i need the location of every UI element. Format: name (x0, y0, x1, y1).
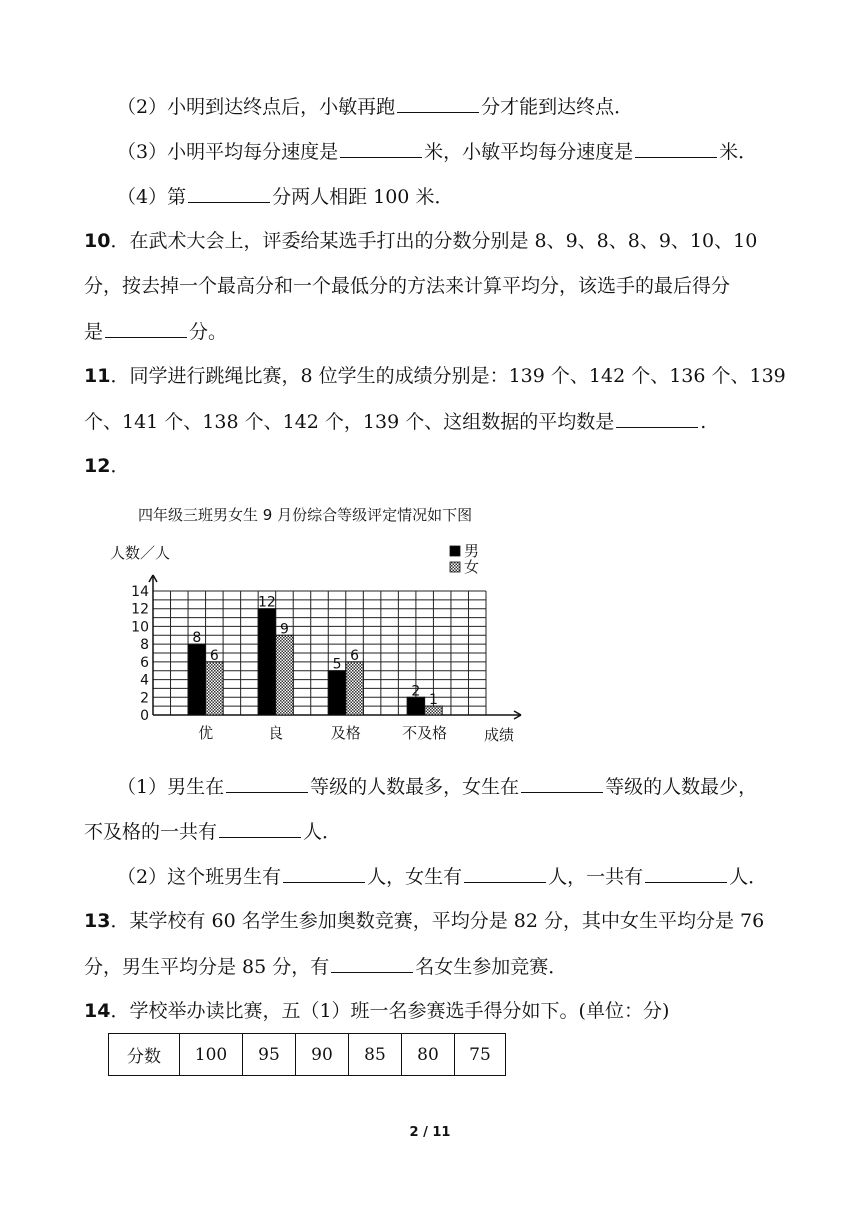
q11-line2 (84, 409, 706, 434)
q9-part4 (117, 184, 453, 209)
table-cell: 分数 (109, 1034, 180, 1076)
q10-line2 (84, 274, 730, 298)
q11-text-2-end: . (700, 411, 707, 433)
score-table (108, 1033, 506, 1076)
q13-text-2: 分，男生平均分是 85 分，有 (84, 956, 330, 978)
table-cell: 80 (402, 1034, 455, 1076)
y-axis-label: 人数／人 (110, 544, 171, 562)
bar-男 (407, 697, 425, 715)
bar-value-label: 5 (332, 656, 342, 673)
q9-part2 (117, 94, 633, 119)
q11-text: ．同学进行跳绳比赛，8 位学生的成绩分别是：139 个、142 个、136 个、139 (110, 365, 786, 387)
answer-blank[interactable] (616, 409, 698, 428)
answer-blank[interactable] (521, 774, 603, 793)
bar-男 (258, 609, 276, 715)
x-axis-label: 成绩 (484, 726, 515, 744)
answer-blank[interactable] (226, 774, 308, 793)
q13-line1 (84, 909, 764, 933)
q9-part3-text-end: 米． (719, 141, 758, 163)
table-cell: 85 (349, 1034, 402, 1076)
q12-part2-text-end: 人． (729, 866, 768, 888)
q12-part2-text: （2）这个班男生有 (117, 866, 282, 888)
y-tick-label: 8 (140, 637, 149, 654)
question-number: 13 (84, 910, 111, 932)
answer-blank[interactable] (397, 94, 479, 113)
bar-女 (276, 635, 294, 715)
answer-blank[interactable] (188, 184, 270, 203)
q9-part4-text-end: 分两人相距 100 米． (272, 186, 454, 208)
answer-blank[interactable] (635, 139, 717, 158)
answer-blank[interactable] (645, 864, 727, 883)
q12-part1-text-2: 不及格的一共有 (84, 821, 218, 843)
q10-text-3-end: 分。 (189, 321, 228, 343)
q14-text: ．学校举办读比赛，五（1）班一名参赛选手得分如下。(单位：分) (110, 1000, 670, 1022)
q12-part1-text-end: 等级的人数最少， (605, 776, 758, 798)
page-number: 2 / 11 (409, 1125, 451, 1140)
q10-line3 (84, 319, 227, 344)
chart-legend (450, 542, 479, 576)
answer-blank[interactable] (283, 864, 365, 883)
q9-part2-text-end: 分才能到达终点． (481, 96, 634, 118)
table-row (109, 1034, 506, 1076)
q10-text: ．在武术大会上，评委给某选手打出的分数分别是 8、9、8、8、9、10、10 (110, 230, 758, 252)
x-category-label: 及格 (330, 724, 361, 742)
chart-title: 四年级三班男女生 9 月份综合等级评定情况如下图 (138, 506, 473, 524)
question-number: 11 (84, 365, 111, 387)
q13-text-2-end: 名女生参加竞赛． (415, 956, 568, 978)
q12-part1-text: （1）男生在 (117, 776, 225, 798)
q11-line1 (84, 364, 786, 388)
bar-value-label: 2 (411, 683, 421, 700)
bar-value-label: 8 (192, 630, 202, 647)
bar-chart (100, 538, 540, 748)
x-category-label: 优 (198, 724, 214, 742)
bar-女 (206, 662, 224, 715)
q12-part2 (117, 864, 767, 889)
legend-label: 女 (464, 558, 480, 576)
bar-男 (328, 671, 346, 715)
answer-blank[interactable] (464, 864, 546, 883)
y-tick-label: 12 (131, 601, 149, 618)
q12-part1-text-mid: 等级的人数最多，女生在 (310, 776, 520, 798)
q13-text: ．某学校有 60 名学生参加奥数竞赛，平均分是 82 分，其中女生平均分是 76 (110, 910, 765, 932)
q9-part3 (117, 139, 757, 164)
table-cell: 75 (455, 1034, 506, 1076)
bar-value-label: 12 (258, 594, 276, 611)
y-tick-label: 10 (131, 619, 149, 636)
y-tick-label: 6 (140, 654, 149, 671)
q10-text-2: 分，按去掉一个最高分和一个最低分的方法来计算平均分，该选手的最后得分 (84, 275, 731, 297)
q10-line1 (84, 229, 757, 253)
y-tick-label: 4 (140, 672, 149, 689)
x-category-label: 良 (268, 724, 284, 742)
y-tick-label: 0 (140, 708, 149, 724)
q13-line2 (84, 954, 567, 979)
q12-part1 (117, 774, 757, 799)
table-cell: 100 (180, 1034, 243, 1076)
q10-text-3: 是 (84, 321, 104, 343)
y-tick-label: 14 (131, 584, 149, 600)
q9-part2-text: （2）小明到达终点后，小敏再跑 (117, 96, 396, 118)
q12-part1-line2 (84, 819, 341, 844)
bar-value-label: 6 (209, 647, 219, 664)
question-number: 10 (84, 230, 111, 252)
table-cell: 95 (243, 1034, 296, 1076)
bar-男 (188, 644, 206, 715)
q11-text-2: 个、141 个、138 个、142 个，139 个、这组数据的平均数是 (84, 411, 615, 433)
q9-part3-text: （3）小明平均每分速度是 (117, 141, 339, 163)
question-number: 12 (84, 455, 111, 477)
legend-swatch (450, 562, 460, 572)
q12-part2-text-mid2: 人，一共有 (548, 866, 644, 888)
answer-blank[interactable] (340, 139, 422, 158)
q12-part2-text-mid: 人，女生有 (367, 866, 463, 888)
y-tick-label: 2 (140, 690, 149, 707)
q9-part4-text: （4）第 (117, 186, 187, 208)
question-number: 14 (84, 1000, 111, 1022)
bar-value-label: 9 (279, 621, 289, 638)
q12-dot: ． (110, 455, 130, 477)
q9-part3-text-mid: 米，小敏平均每分速度是 (424, 141, 634, 163)
x-category-label: 不及格 (402, 724, 448, 742)
table-cell: 90 (296, 1034, 349, 1076)
q12-part1-text-2-end: 人． (303, 821, 342, 843)
answer-blank[interactable] (219, 819, 301, 838)
bar-value-label: 6 (350, 647, 360, 664)
answer-blank[interactable] (105, 319, 187, 338)
bar-女 (346, 662, 364, 715)
answer-blank[interactable] (331, 954, 413, 973)
legend-swatch (450, 546, 460, 556)
bar-value-label: 1 (428, 692, 438, 709)
q12-header (84, 454, 129, 478)
q14-line1 (84, 999, 669, 1023)
legend-label: 男 (464, 542, 480, 560)
